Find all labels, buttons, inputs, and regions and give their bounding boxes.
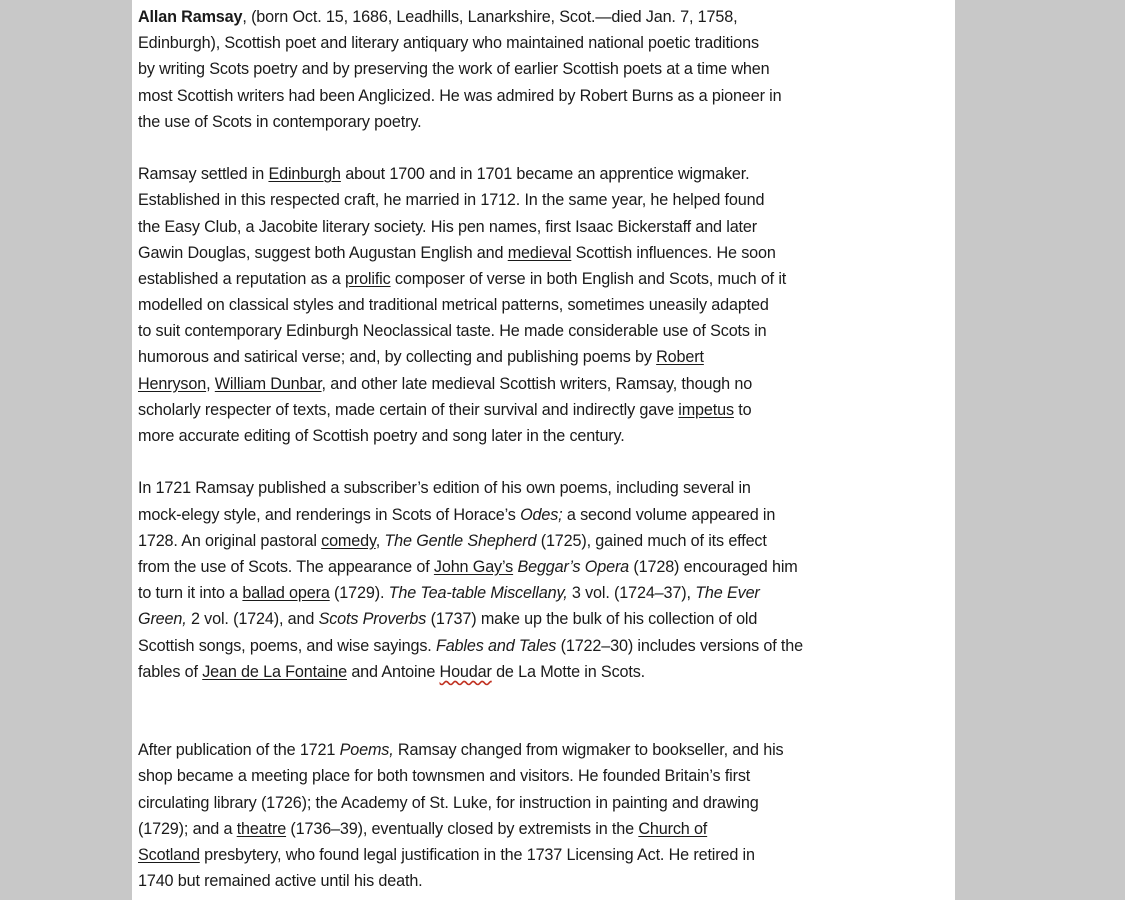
paragraph-spacer: [138, 135, 955, 161]
paragraph: [138, 737, 955, 894]
text-line: [138, 344, 955, 370]
text-run: Ramsay changed from wigmaker to bookseller, and his: [393, 741, 784, 760]
hyperlink[interactable]: ballad opera: [242, 584, 330, 603]
text-run: about 1700 and in 1701 became an apprentice wigmaker.: [340, 165, 750, 184]
hyperlink[interactable]: Houdar: [439, 662, 492, 681]
hyperlink[interactable]: prolific: [344, 269, 391, 288]
text-line: [138, 606, 955, 632]
text-run: presbytery, who found legal justification in the 1737 Licensing Act. He retired in: [199, 846, 755, 865]
text-run: circulating library (1726); the Academy of St. Luke, for instruction in painting and drawing: [138, 793, 759, 812]
hyperlink[interactable]: Jean de La Fontaine: [202, 662, 347, 681]
text-run: 1728. An original pastoral: [138, 531, 322, 550]
text-run: scholarly respecter of texts, made certain of their survival and indirectly gave: [138, 400, 679, 419]
text-line: [138, 161, 955, 187]
text-run: Scottish influences. He soon: [571, 243, 776, 262]
text-line: [138, 659, 955, 685]
bold-text: Allan Ramsay: [138, 8, 243, 26]
text-line: [138, 397, 955, 423]
text-run: ,: [375, 531, 385, 550]
text-run: to: [733, 400, 752, 419]
text-line: [138, 816, 955, 842]
paragraph: [138, 161, 955, 449]
text-run: (1729); and a: [138, 819, 237, 838]
text-run: (1736–39), eventually closed by extremists in the: [286, 819, 639, 838]
text-run: ,: [206, 374, 215, 393]
text-run: (1728) encouraged him: [629, 557, 798, 576]
text-line: [138, 502, 955, 528]
hyperlink[interactable]: comedy: [321, 531, 376, 550]
text-run: Gawin Douglas, suggest both Augustan English and: [138, 243, 508, 262]
text-run: (1729).: [329, 584, 389, 603]
italic-text: Scots Proverbs: [318, 610, 427, 629]
paragraph-spacer: [138, 685, 955, 737]
document-body: [138, 4, 955, 894]
text-run: more accurate editing of Scottish poetry and song later in the century.: [138, 427, 625, 445]
italic-text: The Tea-table Miscellany,: [388, 584, 568, 603]
text-line: [138, 580, 955, 606]
text-run: de La Motte in Scots.: [491, 662, 645, 681]
hyperlink[interactable]: theatre: [236, 819, 287, 838]
text-run: , and other late medieval Scottish writers, Ramsay, though no: [321, 374, 753, 393]
text-line: [138, 633, 955, 659]
text-line: [138, 475, 955, 501]
text-line: [138, 790, 955, 816]
text-run: the use of Scots in contemporary poetry.: [138, 112, 422, 131]
text-run: composer of verse in both English and Scots, much of it: [390, 269, 787, 288]
text-line: [138, 371, 955, 397]
italic-text: The Ever: [695, 584, 760, 603]
document-page: [132, 0, 955, 900]
paragraph-spacer: [138, 449, 955, 475]
text-line: [138, 30, 955, 56]
text-line: [138, 763, 955, 789]
italic-text: Fables and Tales: [435, 636, 557, 655]
italic-text: Poems,: [339, 741, 394, 760]
hyperlink[interactable]: Church of: [638, 819, 708, 838]
italic-text: Beggar’s Opera: [517, 557, 630, 576]
hyperlink[interactable]: impetus: [678, 400, 734, 419]
text-line: [138, 842, 955, 868]
italic-text: Odes;: [520, 505, 563, 524]
text-run: modelled on classical styles and traditional metrical patterns, sometimes uneasily adapted: [138, 296, 769, 315]
text-run: shop became a meeting place for both townsmen and visitors. He founded Britain’s first: [138, 767, 751, 786]
italic-text: The Gentle Shepherd: [384, 531, 537, 550]
text-run: 2 vol. (1724), and: [186, 610, 319, 629]
text-run: fables of: [138, 662, 203, 681]
hyperlink[interactable]: William Dunbar: [214, 374, 322, 393]
text-line: [138, 187, 955, 213]
paragraph: [138, 475, 955, 685]
text-run: Established in this respected craft, he married in 1712. In the same year, he helped found: [138, 191, 765, 210]
text-run: from the use of Scots. The appearance of: [138, 557, 434, 576]
text-line: [138, 528, 955, 554]
text-run: Ramsay settled in: [138, 165, 269, 184]
text-run: 3 vol. (1724–37),: [567, 584, 696, 603]
hyperlink[interactable]: Robert: [656, 348, 704, 367]
text-line: [138, 83, 955, 109]
text-line: [138, 214, 955, 240]
text-run: to turn it into a: [138, 584, 243, 603]
text-line: [138, 737, 955, 763]
text-run: (1725), gained much of its effect: [536, 531, 767, 550]
text-line: [138, 292, 955, 318]
hyperlink[interactable]: John Gay’s: [433, 557, 514, 576]
italic-text: Green,: [138, 610, 187, 629]
text-line: [138, 56, 955, 82]
text-run: 1740 but remained active until his death.: [138, 872, 423, 891]
text-line: [138, 4, 955, 30]
text-run: , (born Oct. 15, 1686, Leadhills, Lanarkshire, Scot.—died Jan. 7, 1758,: [242, 8, 738, 26]
text-run: and Antoine: [346, 662, 440, 681]
text-line: [138, 109, 955, 135]
text-run: After publication of the 1721: [138, 741, 340, 760]
hyperlink[interactable]: Henryson: [138, 374, 207, 393]
text-run: mock-elegy style, and renderings in Scots of Horace’s: [138, 505, 521, 524]
text-line: [138, 240, 955, 266]
paragraph: [138, 4, 955, 135]
text-line: [138, 554, 955, 580]
text-run: In 1721 Ramsay published a subscriber’s edition of his own poems, including several in: [138, 479, 751, 498]
text-run: to suit contemporary Edinburgh Neoclassical taste. He made considerable use of Scots in: [138, 322, 767, 341]
text-run: the Easy Club, a Jacobite literary society. His pen names, first Isaac Bickerstaff and later: [138, 217, 757, 236]
hyperlink[interactable]: medieval: [507, 243, 572, 262]
hyperlink[interactable]: Scotland: [138, 846, 200, 865]
text-line: [138, 318, 955, 344]
text-run: by writing Scots poetry and by preserving the work of earlier Scottish poets at a time when: [138, 60, 770, 79]
text-run: Edinburgh), Scottish poet and literary antiquary who maintained national poetic traditions: [138, 34, 759, 53]
text-run: most Scottish writers had been Anglicized. He was admired by Robert Burns as a pioneer in: [138, 86, 782, 105]
text-run: established a reputation as a: [138, 269, 345, 288]
hyperlink[interactable]: Edinburgh: [268, 165, 341, 184]
text-run: Scottish songs, poems, and wise sayings.: [138, 636, 436, 655]
text-run: humorous and satirical verse; and, by collecting and publishing poems by: [138, 348, 657, 367]
text-run: a second volume appeared in: [562, 505, 776, 524]
text-run: (1737) make up the bulk of his collection of old: [426, 610, 758, 629]
text-run: (1722–30) includes versions of the: [556, 636, 803, 655]
text-line: [138, 423, 955, 449]
text-line: [138, 868, 955, 894]
text-line: [138, 266, 955, 292]
